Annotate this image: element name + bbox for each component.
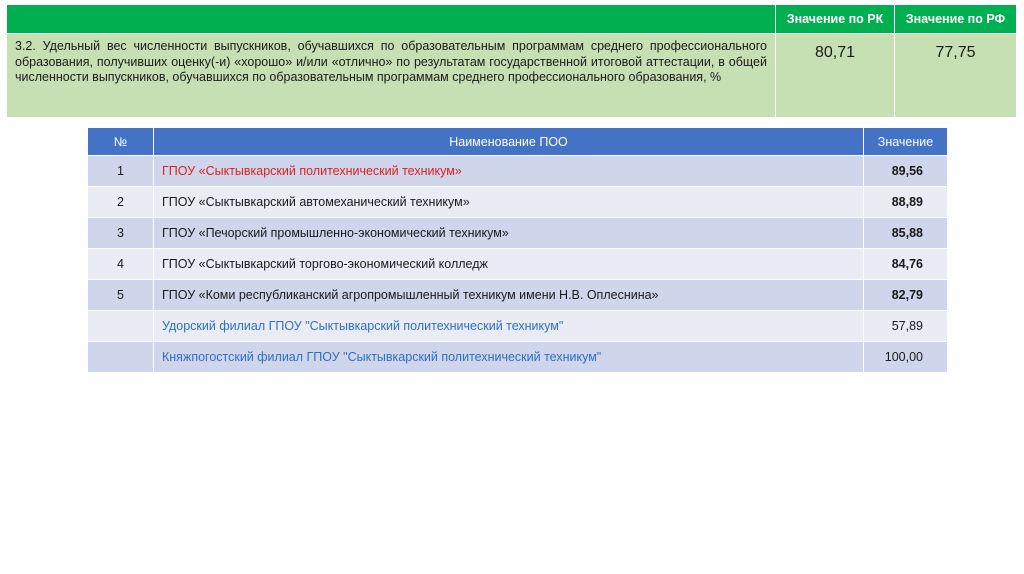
table-row	[88, 249, 948, 280]
row-name: ГПОУ «Сыктывкарский торгово-экономический колледж	[154, 249, 864, 280]
row-number: 4	[88, 249, 154, 280]
row-number: 2	[88, 187, 154, 218]
indicator-value-rk: 80,71	[776, 34, 895, 118]
row-value: 85,88	[864, 218, 948, 249]
row-number	[88, 342, 154, 373]
row-name: Княжпогостский филиал ГПОУ "Сыктывкарский политехнический техникум"	[154, 342, 864, 373]
row-name: Удорский филиал ГПОУ "Сыктывкарский политехнический техникум"	[154, 311, 864, 342]
row-number	[88, 311, 154, 342]
table-row	[88, 218, 948, 249]
row-value: 88,89	[864, 187, 948, 218]
ranking-header-row	[88, 128, 948, 156]
column-header-name: Наименование ПОО	[154, 128, 864, 156]
row-value: 84,76	[864, 249, 948, 280]
indicator-table	[6, 4, 1017, 118]
column-header-number: №	[88, 128, 154, 156]
table-row	[88, 342, 948, 373]
row-value: 89,56	[864, 156, 948, 187]
indicator-description: 3.2. Удельный вес численности выпускников, обучавшихся по образовательным программам среднего профессионального образования, получивших оценку(-и) «хорошо» и/или «отлично» по результатам государственной итоговой аттестации, в общей численности выпускников, обучавшихся по образовательным программам среднего профессионального образования, %	[7, 34, 776, 118]
table-row	[88, 187, 948, 218]
row-name: ГПОУ «Коми республиканский агропромышленный техникум имени Н.В. Оплеснина»	[154, 280, 864, 311]
table-row	[88, 311, 948, 342]
indicator-data-row	[7, 34, 1017, 118]
column-header-rk: Значение по РК	[776, 5, 895, 34]
row-number: 3	[88, 218, 154, 249]
indicator-value-rf: 77,75	[895, 34, 1017, 118]
row-name: ГПОУ «Сыктывкарский политехнический техникум»	[154, 156, 864, 187]
ranking-table	[87, 127, 948, 373]
table-row	[88, 156, 948, 187]
row-number: 5	[88, 280, 154, 311]
indicator-header-row	[7, 5, 1017, 34]
row-name: ГПОУ «Печорский промышленно-экономический техникум»	[154, 218, 864, 249]
row-number: 1	[88, 156, 154, 187]
row-name: ГПОУ «Сыктывкарский автомеханический техникум»	[154, 187, 864, 218]
row-value: 82,79	[864, 280, 948, 311]
indicator-header-blank	[7, 5, 776, 34]
column-header-rf: Значение по РФ	[895, 5, 1017, 34]
column-header-value: Значение	[864, 128, 948, 156]
row-value: 100,00	[864, 342, 948, 373]
table-row	[88, 280, 948, 311]
row-value: 57,89	[864, 311, 948, 342]
